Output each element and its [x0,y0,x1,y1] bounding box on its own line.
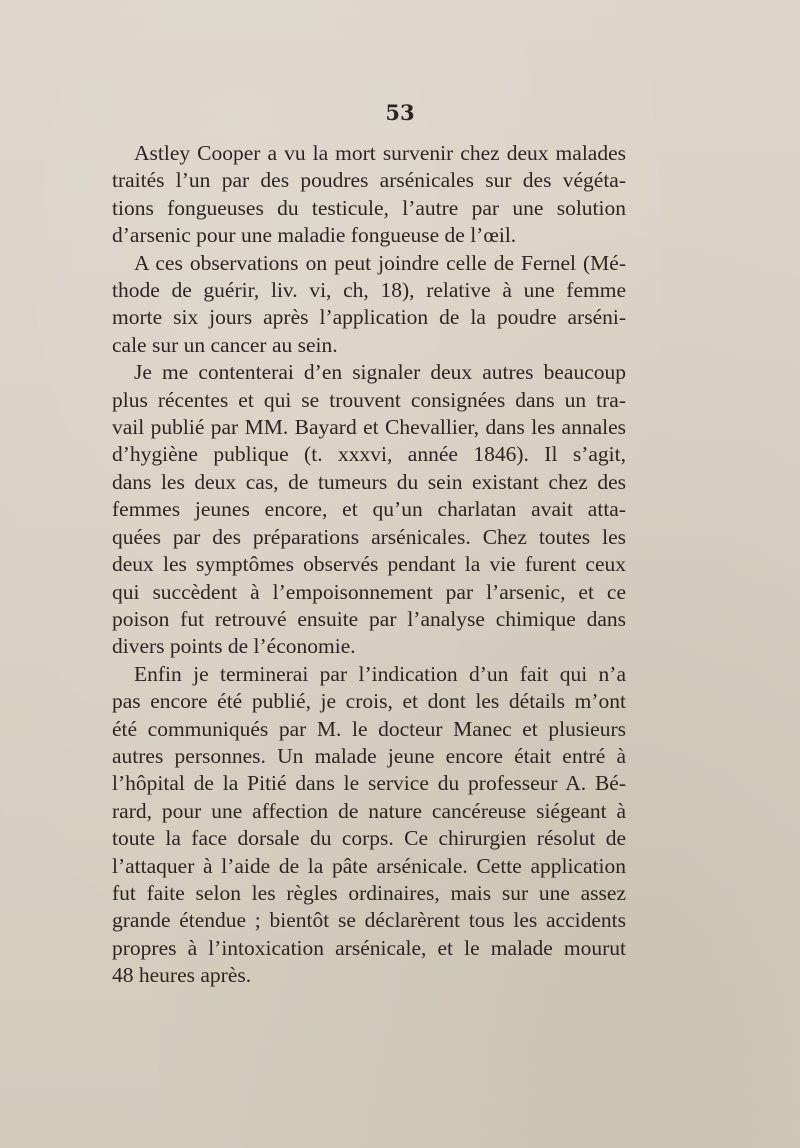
paragraph-4 [112,661,626,990]
text-line: Astley Cooper a vu la mort survenir chez deux malades [134,141,626,165]
page-number: 53 [385,100,415,125]
text-line: été communiqués par M. le docteur Manec et plusieurs [112,716,626,741]
text-line: d’hygiène publique (t. xxxvi, année 1846). Il s’agit, [112,442,626,467]
text-line: A ces observations on peut joindre celle de Fernel (Mé- [134,250,626,275]
text-line: l’attaquer à l’aide de la pâte arsénicale. Cette application [112,853,626,878]
text-line: deux les symptômes observés pendant la vie furent ceux [112,552,626,577]
paragraph-2 [112,250,626,360]
text-line: femmes jeunes encore, et qu’un charlatan avait atta- [112,497,626,522]
text-line: autres personnes. Un malade jeune encore était entré à [112,743,626,768]
text-line: toute la face dorsale du corps. Ce chirurgien résolut de [112,826,626,851]
text-line: fut faite selon les règles ordinaires, mais sur une assez [112,880,626,905]
text-line: cale sur un cancer au sein. [112,332,338,357]
text-line: 48 heures après. [112,963,252,988]
text-line: plus récentes et qui se trouvent consignées dans un tra- [112,387,626,412]
text-line: pas encore été publié, je crois, et dont les détails m’ont [112,689,626,714]
text-line: tions fongueuses du testicule, l’autre par une solution [112,195,626,220]
text-line: propres à l’intoxication arsénicale, et le malade mourut [112,935,626,960]
text-line: d’arsenic pour une maladie fongueuse de l’œil. [112,223,517,248]
text-line: Enfin je terminerai par l’indication d’un fait qui n’a [134,661,626,686]
text-line: morte six jours après l’application de la poudre arséni- [112,305,626,330]
body-text [112,140,626,990]
text-line: l’hôpital de la Pitié dans le service du professeur A. Bé- [112,771,626,796]
text-line: vail publié par MM. Bayard et Chevallier, dans les annales [112,415,626,440]
text-line: grande étendue ; bientôt se déclarèrent tous les accidents [112,908,626,933]
text-line: poison fut retrouvé ensuite par l’analyse chimique dans [112,606,626,631]
text-line: divers points de l’économie. [112,634,356,659]
text-line: rard, pour une affection de nature cancéreuse siégeant à [112,798,626,823]
paragraph-1 [112,140,626,250]
text-line: Je me contenterai d’en signaler deux autres beaucoup [134,360,626,385]
text-line: dans les deux cas, de tumeurs du sein existant chez des [112,469,626,494]
text-line: traités l’un par des poudres arsénicales sur des végéta- [112,168,626,193]
text-line: qui succèdent à l’empoisonnement par l’arsenic, et ce [112,579,626,604]
paragraph-3 [112,359,626,660]
text-line: quées par des préparations arsénicales. Chez toutes les [112,524,626,549]
text-line: thode de guérir, liv. vi, ch, 18), relative à une femme [112,278,626,303]
